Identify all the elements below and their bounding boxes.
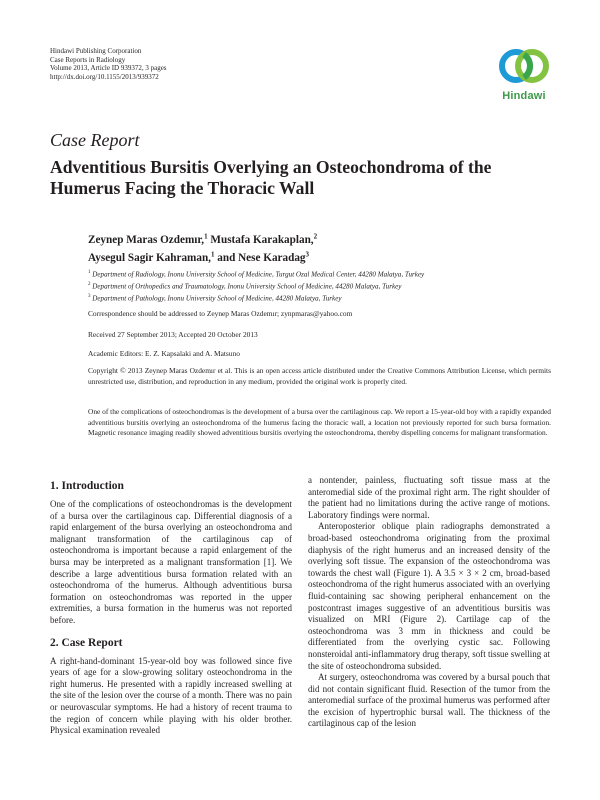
copyright-notice: Copyright © 2013 Zeynep Maras Ozdemır et al. This is an open access article distributed under the Creative Commons Attribution License, which permits unrestricted use, distribution, and reproduction in any medium, provided the original work is properly cited. xyxy=(88,366,551,386)
received-dates: Received 27 September 2013; Accepted 20 October 2013 xyxy=(88,330,258,339)
hindawi-logo-icon xyxy=(492,42,556,90)
article-type: Case Report xyxy=(50,130,140,150)
left-column xyxy=(50,480,292,737)
volume-info: Volume 2013, Article ID 939372, 3 pages xyxy=(50,64,167,73)
journal-name: Case Reports in Radiology xyxy=(50,55,126,64)
doi-link[interactable]: http://dx.doi.org/10.1155/2013/939372 xyxy=(50,72,159,81)
affiliation-3: $^3$ Department of Pathology, Inonu University School of Medicine, 44280 Malatya, Turkey xyxy=(88,294,342,303)
affiliation-1: $^1$ Department of Radiology, Inonu University School of Medicine, Turgut Ozal Medical Center, 44280 Malatya, Turkey xyxy=(88,270,425,279)
publication-info xyxy=(50,47,167,81)
abstract: One of the complications of osteochondromas is the development of a bursa over the cartilaginous cap. We report a 15-year-old boy with a rapidly expanded adventitious bursitis overlying an osteochondroma of the humerus facing the thoracic wall, a location not previously reported for such bursa formation. Magnetic resonance imaging readily showed adventitious bursitis overlying the osteochondroma, thereby dispelling concerns for malignant transformation. xyxy=(88,407,551,438)
author-3: Aysegul Sagir Kahraman,$^1$ xyxy=(88,250,215,264)
hindawi-logo xyxy=(492,42,556,104)
article-title: Adventitious Bursitis Overlying an Osteochondroma of the Humerus Facing the Thoracic Wall xyxy=(50,157,492,198)
section-heading-case-report: 2. Case Report xyxy=(50,636,123,649)
right-column xyxy=(308,475,550,730)
correspondence: Correspondence should be addressed to Zeynep Maras Ozdemır; zynpmaras@yahoo.com xyxy=(88,309,353,318)
author-1: Zeynep Maras Ozdemır,$^1$ xyxy=(88,232,208,246)
case-report-paragraph: A right-hand-dominant 15-year-old boy was followed since five years of age for a slow-growing solitary osteochondroma in the right humerus. He presented with a rapidly increased swelling at the site of the lesion over the course of a month. There was no pain or neurovascular symptoms. He had a history of recent trauma to the region of concern while playing with his older brother. Physical examination revealed xyxy=(50,655,292,736)
affiliation-2: $^2$ Department of Orthopedics and Traumatology, Inonu University School of Medicine, 44280 Malatya, Turkey xyxy=(88,282,402,291)
author-4: and Nese Karadag$^3$ xyxy=(217,250,310,264)
academic-editors: Academic Editors: E. Z. Kapsalaki and A. Matsuno xyxy=(88,349,240,358)
author-list xyxy=(88,229,508,265)
case-paragraph-continued: a nontender, painless, fluctuating soft tissue mass at the anteromedial side of the proximal right arm. The right shoulder of the patient had no limitations during the active range of motions. Laboratory findings were normal. xyxy=(308,475,550,520)
imaging-paragraph: Anteroposterior oblique plain radiographs demonstrated a broad-based osteochondroma originating from the proximal diaphysis of the right humerus and an increased density of the overlying soft tissue. The expansion of the osteochondroma was towards the chest wall (Figure 1). A 3.5 × 3 × 2 cm, broad-based osteochondroma of the right humerus associated with an overlying fluid-containing sac showing peripheral enhancement on the postcontrast images suggestive of an adventitious bursitis was visualized on MRI (Figure 2). Cartilage cap of the osteochondroma was 3 mm in thickness and could be differentiated from the overlying cystic sac. Following nonsteroidal anti-inflammatory drug therapy, soft tissue swelling at the site of osteochondroma subsided. xyxy=(308,521,550,671)
section-heading-introduction: 1. Introduction xyxy=(50,480,124,492)
author-2: Mustafa Karakaplan,$^2$ xyxy=(210,232,318,246)
logo-wordmark: Hindawi xyxy=(502,90,546,102)
intro-paragraph: One of the complications of osteochondromas is the development of a bursa over the cartilaginous cap. Differential diagnosis of a rapid enlargement of the bursa overlying an osteochondroma and malignant transformation of the cartilaginous cap of osteochondroma is important because a rapid enlargement of the bursa may be interpreted as a malignant transformation [1]. We describe a large adventitious bursa formation related with an osteochondroma of the humerus. Although adventitious bursa formation on osteochondromas was reported in the upper extremities, a bursa formation in the humerus was not reported before. xyxy=(50,499,292,625)
surgery-paragraph: At surgery, osteochondroma was covered by a bursal pouch that did not contain significant fluid. Resection of the tumor from the anteromedial surface of the proximal humerus was performed after the excision of hypertrophic bursal wall. The thickness of the cartilaginous cap of the lesion xyxy=(308,672,550,729)
affiliations xyxy=(88,268,558,304)
publisher-name: Hindawi Publishing Corporation xyxy=(50,47,142,55)
